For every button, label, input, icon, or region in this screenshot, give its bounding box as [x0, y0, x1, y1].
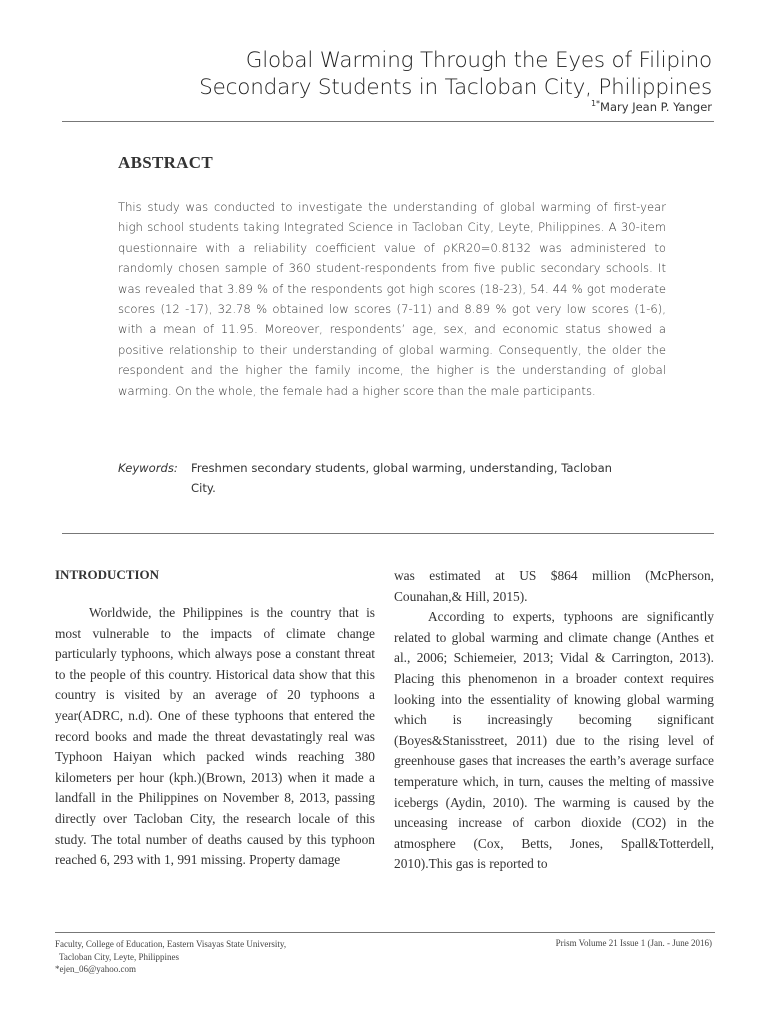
author-superscript: 1* — [590, 99, 601, 108]
introduction-heading: INTRODUCTION — [55, 567, 160, 582]
abstract-heading: ABSTRACT — [118, 153, 213, 172]
abstract-divider — [62, 533, 714, 534]
author-line — [591, 99, 712, 114]
header-divider — [62, 121, 714, 122]
introduction-left-column — [55, 603, 375, 871]
keywords-text-line-2: City. — [191, 481, 216, 496]
introduction-right-column — [394, 566, 714, 875]
journal-info: Prism Volume 21 Issue 1 (Jan. - June 2016) — [555, 938, 712, 948]
affiliation-line-1: Faculty, College of Education, Eastern Visayas State University, — [55, 939, 287, 949]
author-name: Mary Jean P. Yanger — [600, 99, 712, 114]
keywords-text-line-1: Freshmen secondary students, global warming, understanding, Tacloban — [191, 461, 613, 475]
affiliation-line-2: Tacloban City, Leyte, Philippines — [59, 951, 180, 962]
abstract-body: This study was conducted to investigate the understanding of global warming of first-year high school students taking Integrated Science in Tacloban City, Leyte, Philippines. A 30-item questionnaire with a reliability coefficient value of ρKR20=0.8132 was administered to randomly chosen sample of 360 student-respondents from five public secondary schools. It was revealed that 3.89 % of the respondents got high scores (18-23), 54. 44 % got moderate scores (12 -17), 32.78 % obtained low scores (7-11) and 8.89 % got very low scores (1-6), with a mean of 11.95. Moreover, respondents’ age, sex, and economic status showed a positive relationship to their understanding of global warming. Consequently, the older the respondent and the higher the family income, the higher is the understanding of global warming. On the whole, the female had a higher score than the male participants. — [118, 200, 666, 398]
introduction-paragraph-2: According to experts, typhoons are significantly related to global warming and climate change (Anthes et al., 2006; Schiemeier, 2013; Vidal & Carrington, 2013). Placing this phenomenon in a broader context requires looking into the essentiality of knowing global warming which is increasingly becoming significant (Boyes&Stanisstreet, 2011) due to the rising level of greenhouse gases that increases the earth’s average surface temperature which, in turn, causes the melting of massive icebergs (Aydin, 2010). The warming is caused by the unceasing increase of carbon dioxide (CO2) in the atmosphere (Cox, Betts, Jones, Spall&Totterdell, 2010).This gas is reported to — [394, 609, 714, 872]
footnote-affiliation — [55, 938, 286, 976]
keywords-block — [118, 458, 666, 499]
introduction-paragraph-1: Worldwide, the Philippines is the country that is most vulnerable to the impacts of climate change particularly typhoons, which always pose a constant threat to the people of this country. Historical data show that this country is visited by an average of 20 typhoons a year(ADRC, n.d). One of these typhoons that entered the record books and made the threat devastatingly real was Typhoon Haiyan which packed winds reaching 380 kilometers per hour (kph.)(Brown, 2013) when it made a landfall in the Philippines on November 8, 2013, passing directly over Tacloban City, the research locale of this study. The total number of deaths caused by this typhoon reached 6, 293 with 1, 991 missing. Property damage — [55, 605, 375, 868]
keywords-label: Keywords: — [118, 461, 178, 475]
author-email: *ejen_06@yahoo.com — [55, 964, 137, 974]
introduction-paragraph-1-continued: was estimated at US $864 million (McPherson, Counahan,& Hill, 2015). — [394, 568, 714, 604]
paper-title-line-2: Secondary Students in Tacloban City, Philippines — [199, 75, 712, 100]
footer-divider — [55, 932, 715, 933]
paper-title-line-1: Global Warming Through the Eyes of Filipino — [245, 48, 712, 73]
